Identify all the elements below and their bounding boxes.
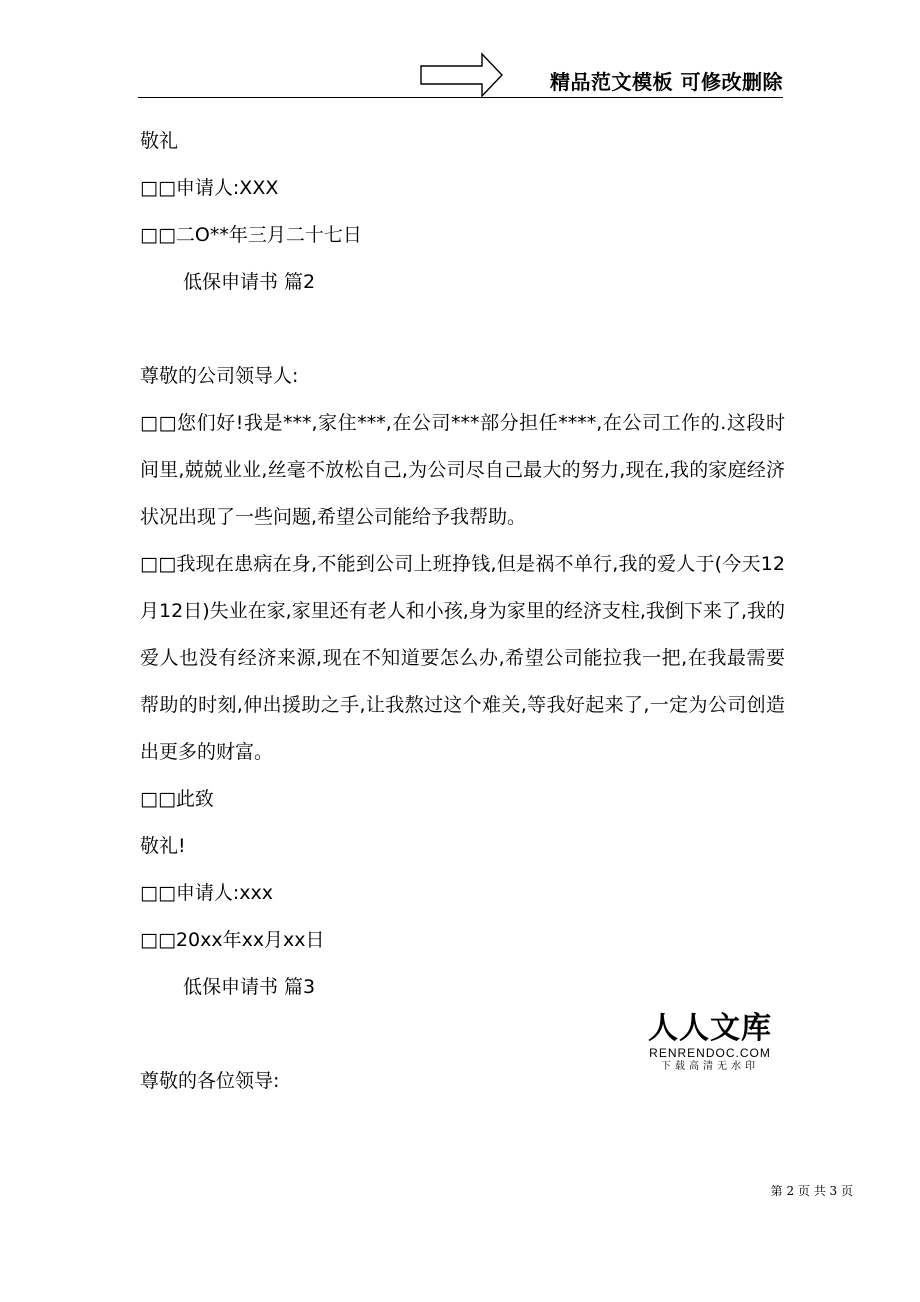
salutation-closing: 敬礼 bbox=[140, 130, 179, 152]
watermark-logo-en: RENRENDOC.COM bbox=[649, 1046, 771, 1060]
applicant-line-2 bbox=[140, 870, 785, 917]
date-text: 二O**年三月二十七日 bbox=[175, 224, 362, 246]
salutation-closing-2: 敬礼! bbox=[140, 835, 186, 857]
blank-line bbox=[140, 306, 785, 353]
indent-marker: □□ bbox=[140, 788, 176, 810]
watermark-tagline: 下载高清无水印 bbox=[661, 1061, 759, 1072]
closing-line bbox=[140, 776, 785, 823]
applicant-text-2: 申请人:xxx bbox=[175, 882, 274, 904]
indent-marker: □□ bbox=[140, 929, 176, 951]
closing-text: 此致 bbox=[175, 788, 214, 810]
indent-marker: □□ bbox=[140, 224, 176, 246]
greeting-line-2: 尊敬的各位领导: bbox=[140, 1070, 280, 1092]
section-title-2: 低保申请书 篇2 bbox=[183, 271, 316, 293]
watermark-logo-cn: 人人文库 bbox=[648, 1011, 772, 1046]
indent-marker: □□ bbox=[140, 177, 176, 199]
paragraph-2: □□我现在患病在身,不能到公司上班挣钱,但是祸不单行,我的爱人于(今天12月12日)失业在家,家里还有老人和小孩,身为家里的经济支柱,我倒下来了,我的爱人也没有经济来源,现在不知道要怎么办,希望公司能拉我一把,在我最需要帮助的时刻,伸出援助之手,让我熬过这个难关,等我好起来了,一定为公司创造出更多的财富。 bbox=[140, 553, 785, 763]
watermark-logo bbox=[645, 1012, 775, 1074]
page-header bbox=[138, 50, 783, 98]
header-title: 精品范文模板 可修改删除 bbox=[550, 70, 783, 94]
document-body bbox=[140, 118, 785, 1105]
date-text-2: 20xx年xx月xx日 bbox=[175, 929, 325, 951]
date-line-2 bbox=[140, 917, 785, 964]
right-arrow-icon bbox=[420, 52, 504, 98]
date-line bbox=[140, 212, 785, 259]
page-number: 第 2 页 共 3 页 bbox=[770, 1184, 853, 1198]
paragraph-1: □□您们好!我是***,家住***,在公司***部分担任****,在公司工作的.这段时间里,兢兢业业,丝毫不放松自己,为公司尽自己最大的努力,现在,我的家庭经济状况出现了一些问题,希望公司能给予我帮助。 bbox=[140, 412, 785, 528]
indent-marker: □□ bbox=[140, 882, 176, 904]
applicant-text: 申请人:XXX bbox=[175, 177, 279, 199]
applicant-line bbox=[140, 165, 785, 212]
section-title-3: 低保申请书 篇3 bbox=[183, 976, 316, 998]
greeting-line: 尊敬的公司领导人: bbox=[140, 365, 299, 387]
